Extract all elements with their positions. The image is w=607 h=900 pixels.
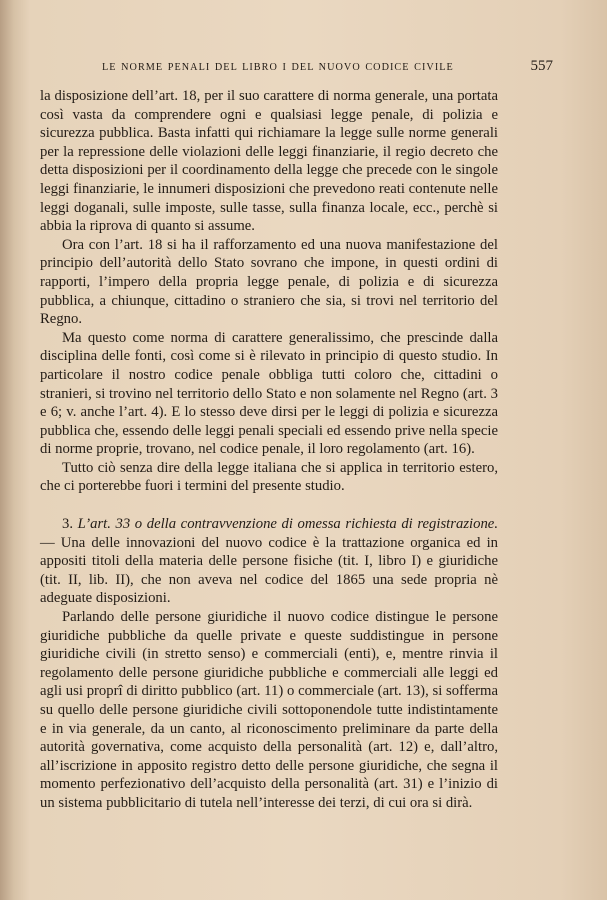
section-text: — Una delle innovazioni del nuovo codice è la trattazione organica ed in appositi titoli della materia delle persone fisiche (tit. I, libro I) e giuridiche (tit. II, lib. II), che non aveva nel codice del 1865 una sede propria nè adeguate disposizioni. (40, 534, 498, 607)
page-number: 557 (530, 58, 553, 74)
paragraph: Ora con l’art. 18 si ha il rafforzamento ed una nuova manifestazione del principio dell’autorità dello Stato sovrano che impone, in questi ordini di rapporti, l’impero della propria legge penale, di polizia e di sicurezza pubblica, a chiunque, cittadino o straniero che sia, si trovi nel territorio del Regno. (40, 236, 498, 328)
body-text (40, 87, 498, 813)
section-heading: L’art. 33 o della contravvenzione di omessa richiesta di registrazione. (77, 516, 498, 533)
running-header (40, 58, 553, 76)
paragraph: Ma questo come norma di carattere generalissimo, che prescinde dalla disciplina delle fonti, così come si è rilevato in principio di questo studio. In particolare il nostro codice penale obbliga tutti coloro che, cittadini o stranieri, si trovino nel territorio dello Stato e non solamente nel Regno (art. 3 e 6; v. anche l’art. 4). E lo stesso deve dirsi per le leggi di polizia e sicurezza pubblica che, essendo delle leggi penali speciali ed essendo prive nella specie di norme proprie, trovano, nel codice penale, il loro regolamento (art. 16). (40, 329, 498, 458)
section-paragraph (40, 515, 498, 608)
running-title: LE NORME PENALI DEL LIBRO I DEL NUOVO CODICE CIVILE (102, 62, 454, 73)
paragraph: Parlando delle persone giuridiche il nuovo codice distingue le persone giuridiche pubbliche da quelle private e queste suddistingue in persone giuridiche civili (in stretto senso) e commerciali (enti), e, mentre rinvia il regolamento delle persone giuridiche pubbliche e commerciali alle leggi ed agli usi proprî di diritto pubblico (art. 11) o commerciale (art. 13), si sofferma su quello delle persone giuridiche civili sottoponendole tutte indistintamente e in via generale, da un canto, al riconoscimento preliminare da parte della autorità governativa, come acquisto della personalità (art. 12) e, dall’altro, all’iscrizione in apposito registro detto delle persone giuridiche, che segna il momento perfezionativo dell’acquisto della personalità (art. 31) e l’inizio di un sistema pubblicitario di tutela nell’interesse dei terzi, di cui ora si dirà. (40, 609, 498, 811)
section-number: 3. (62, 516, 74, 533)
paragraph: Tutto ciò senza dire della legge italiana che si applica in territorio estero, che ci porterebbe fuori i termini del presente studio. (40, 459, 498, 495)
paragraph: la disposizione dell’art. 18, per il suo carattere di norma generale, una portata così vasta da comprendere ogni e qualsiasi legge penale, di polizia e sicurezza pubblica. Basta infatti qui richiamare la legge sulle norme generali per la repressione delle violazioni delle leggi finanziarie, il regio decreto che detta disposizioni per il coordinamento della legge che precede con le singole leggi finanziarie, le innumeri disposizioni che prevedono reati contenute nelle leggi doganali, sulle imposte, sulle tasse, sulla finanza locale, ecc., perchè si abbia la riprova di quanto si assume. (40, 88, 498, 235)
